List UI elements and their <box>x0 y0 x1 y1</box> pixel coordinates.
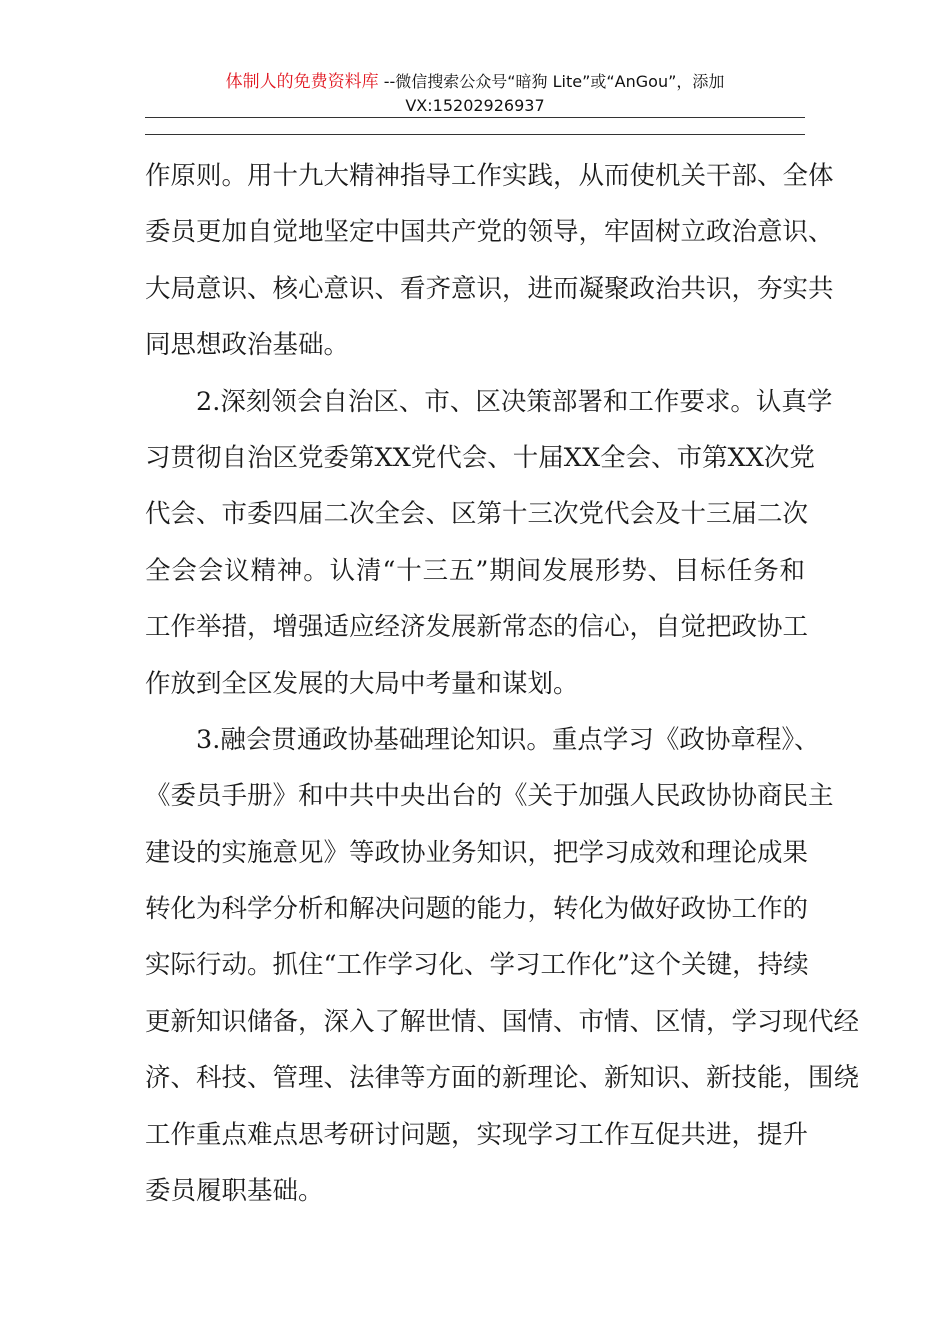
paragraph-1 <box>145 148 834 374</box>
header-brand: 体制人的免费资料库 <box>225 72 379 92</box>
text-line: 2.深刻领会自治区、市、区决策部署和工作要求。认真学 <box>196 386 833 417</box>
text-line: 作放到全区发展的大局中考量和谋划。 <box>145 668 579 699</box>
text-line: 更新知识储备，深入了解世情、国情、市情、区情，学习现代经 <box>145 1006 860 1037</box>
document-body <box>145 148 860 1219</box>
text-line: 转化为科学分析和解决问题的能力，转化为做好政协工作的 <box>145 894 809 925</box>
header-line-1 <box>145 70 805 94</box>
text-line: 习贯彻自治区党委第XX党代会、十届XX全会、市第XX次党 <box>145 442 815 473</box>
header-divider-top <box>145 117 805 118</box>
text-line: 作原则。用十九大精神指导工作实践，从而使机关干部、全体 <box>145 161 834 191</box>
text-line: 全会会议精神。认清“十三五”期间发展形势、目标任务和 <box>145 555 805 586</box>
header-divider-bottom <box>145 134 805 135</box>
text-line: 《委员手册》和中共中央出台的《关于加强人民政协协商民主 <box>145 781 834 812</box>
text-line: 3.融会贯通政协基础理论知识。重点学习《政协章程》、 <box>196 724 820 755</box>
text-line: 实际行动。抓住“工作学习化、学习工作化”这个关键，持续 <box>145 950 809 981</box>
page-header <box>145 70 805 118</box>
text-line: 建设的实施意见》等政协业务知识，把学习成效和理论成果 <box>145 837 809 868</box>
text-line: 同思想政治基础。 <box>145 330 350 361</box>
paragraph-2 <box>145 374 833 712</box>
text-line: 委员更加自觉地坚定中国共产党的领导，牢固树立政治意识、 <box>145 217 834 248</box>
text-line: 大局意识、核心意识、看齐意识，进而凝聚政治共识，夯实共 <box>145 273 834 304</box>
text-line: 济、科技、管理、法律等方面的新理论、新知识、新技能，围绕 <box>145 1063 860 1094</box>
text-line: 委员履职基础。 <box>145 1176 324 1207</box>
paragraph-3 <box>145 712 860 1220</box>
text-line: 代会、市委四届二次全会、区第十三次党代会及十三届二次 <box>145 499 809 530</box>
text-line: 工作举措，增强适应经济发展新常态的信心，自觉把政协工 <box>145 612 809 643</box>
text-line: 工作重点难点思考研讨问题，实现学习工作互促共进，提升 <box>145 1119 809 1150</box>
header-contact: VX:15202926937 <box>405 96 545 115</box>
header-note: --微信搜索公众号“暗狗 Lite”或“AnGou”，添加 <box>378 72 725 91</box>
